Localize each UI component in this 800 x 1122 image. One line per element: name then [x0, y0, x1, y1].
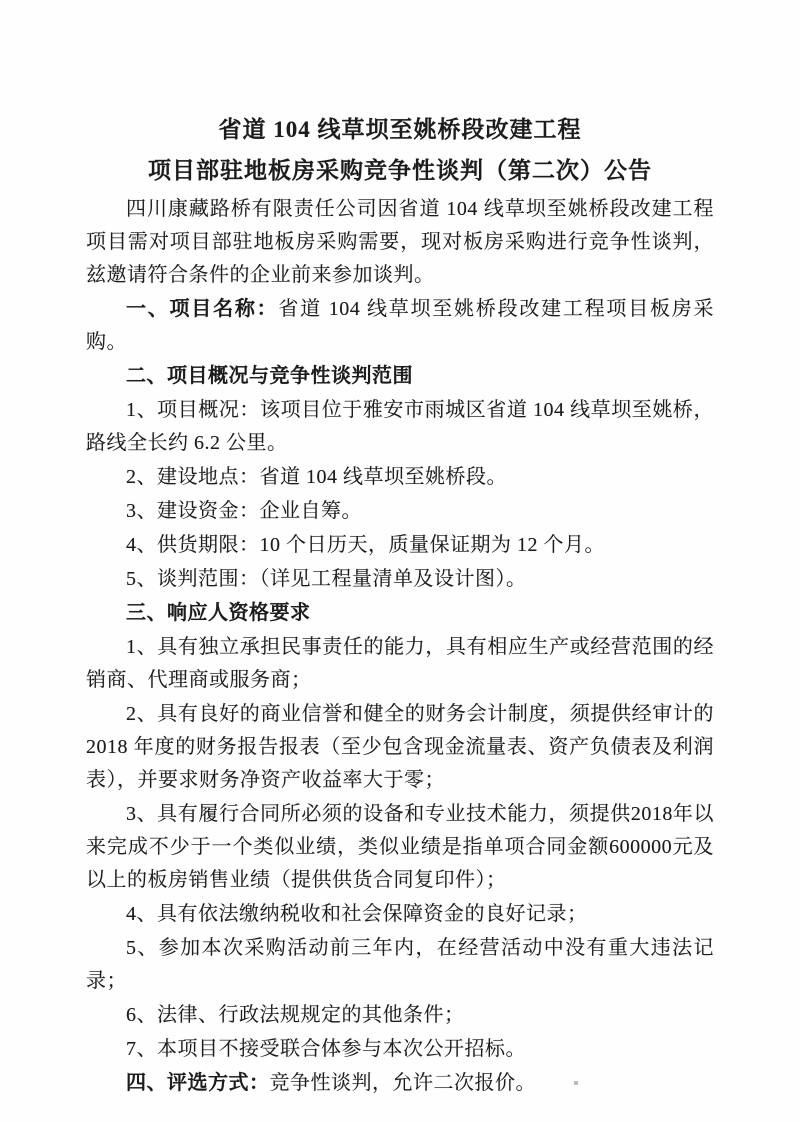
section-label: 四、评选方式： [126, 1072, 270, 1094]
paragraph-text: 四川康藏路桥有限责任公司因省道 104 线草坝至姚桥段改建工程项目需对项目部驻地板房采购需要，现对板房采购进行竞争性谈判，兹邀请符合条件的企业前来参加谈判。 [86, 198, 714, 286]
section-3-heading [86, 597, 714, 630]
section-2-heading [86, 360, 714, 393]
paragraph-text: 5、谈判范围：（详见工程量清单及设计图）。 [126, 568, 527, 590]
item-2-1-project-overview [86, 394, 714, 460]
section-label: 三、响应人资格要求 [126, 602, 311, 624]
scan-speck [574, 1081, 578, 1085]
paragraph-text: 3、建设资金：企业自筹。 [126, 500, 362, 522]
paragraph-text: 5、参加本次采购活动前三年内，在经营活动中没有重大违法记录； [86, 937, 714, 992]
document-body [86, 193, 714, 1100]
paragraph-text: 竞争性谈判，允许二次报价。 [269, 1072, 536, 1094]
paragraph-text: 1、项目概况：该项目位于雅安市雨城区省道 104 线草坝至姚桥，路线全长约 6.2 公里。 [86, 399, 714, 454]
item-3-5-no-violations [86, 932, 714, 998]
item-3-1-civil-liability [86, 631, 714, 697]
item-2-3-funding [86, 495, 714, 528]
section-4-selection-method [86, 1067, 714, 1100]
paragraph-text: 1、具有独立承担民事责任的能力，具有相应生产或经营范围的经销商、代理商或服务商； [86, 636, 714, 691]
item-3-7-no-consortium [86, 1033, 714, 1066]
paragraph-text: 4、供货期限：10 个日历天，质量保证期为 12 个月。 [126, 534, 605, 556]
paragraph-intro [86, 193, 714, 292]
paragraph-text: 省道 104 线草坝至姚桥段改建工程项目板房采购。 [86, 298, 715, 353]
paragraph-text: 4、具有依法缴纳税收和社会保障资金的良好记录； [126, 903, 588, 925]
item-3-3-performance-record [86, 798, 714, 897]
item-3-2-financial-credit [86, 698, 714, 797]
section-1-project-name [86, 293, 714, 359]
document-content [86, 109, 714, 1101]
item-2-2-location [86, 461, 714, 494]
paragraph-text: 3、具有履行合同所必须的设备和专业技术能力，须提供2018年以来完成不少于一个类似业绩，类似业绩是指单项合同金额600000元及以上的板房销售业绩（提供供货合同复印件）； [86, 803, 714, 891]
document-title-line-2: 项目部驻地板房采购竞争性谈判（第二次）公告 [148, 158, 652, 183]
item-3-4-tax-record [86, 898, 714, 931]
document-title-line-1: 省道 104 线草坝至姚桥段改建工程 [218, 117, 582, 142]
paragraph-text: 6、法律、行政法规规定的其他条件； [126, 1004, 465, 1026]
item-3-6-other-conditions [86, 999, 714, 1032]
paragraph-text: 7、本项目不接受联合体参与本次公开招标。 [126, 1038, 526, 1060]
section-label: 一、项目名称： [126, 298, 279, 320]
paragraph-text: 2、具有良好的商业信誉和健全的财务会计制度，须提供经审计的 2018 年度的财务报告报表（至少包含现金流量表、资产负债表及利润表），并要求财务净资产收益率大于零； [86, 703, 714, 791]
section-label: 二、项目概况与竞争性谈判范围 [126, 365, 413, 387]
item-2-5-negotiation-scope [86, 563, 714, 596]
item-2-4-delivery-period [86, 529, 714, 562]
paragraph-text: 2、建设地点：省道 104 线草坝至姚桥段。 [126, 466, 507, 488]
